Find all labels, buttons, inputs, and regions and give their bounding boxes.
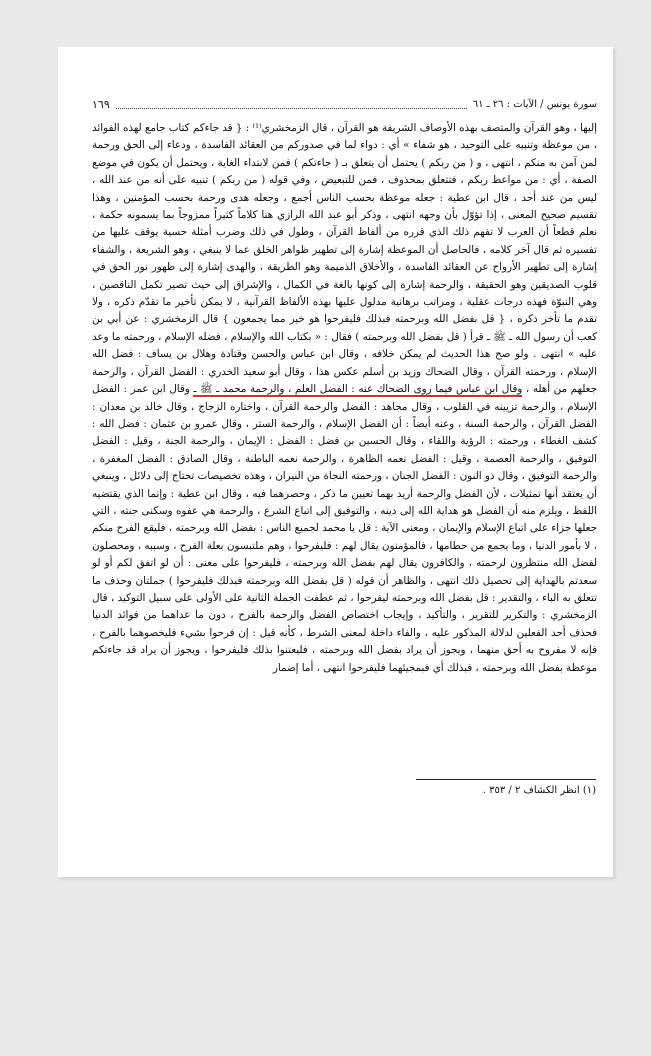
footnote-divider <box>416 779 596 780</box>
running-header <box>92 96 597 112</box>
paragraph-text: إليها ، وهو القرآن والمتصف بهذه الأوصاف الشريفة هو القرآن ، قال الزمخشري⁽¹⁾ : { قد جاءكم كتاب جامع لهذه الفوائد ، من موعظة وتنبيه على التوحيد ، هو شفاء » أي : دواء لما في صدوركم من العقائد الفاسدة ، ودعاء إلى الحق ورحمة لمن آمن به منكم ، انتهى ، و ( من ربكم ) يحتمل أن يتعلق بـ ( جاءتكم ) فمن لابتداء الغاية ، ويحتمل أن يكون في موضع الصفة ، أي : من مواعظ ربكم ، فتتعلق بمحذوف ، فمن للتبعيض ، وفي قوله ( من ربكم ) تنبيه على أنه من عند الله ، ليس من عند أحد ، قال ابن عطية : جعله موعظة بحسب الناس أجمع ، وجعله هدى ورحمة بحسب المؤمنين ، وهذا تقسيم صحيح المعنى ، إذا تؤوّل بأن وجهه انتهى ، وذكر أبو عبد الله الرازي هنا كلاماً كثيراً ممزوجاً بما يسمونه حكمة ، نعلم قطعاً أن العرب لا تفهم ذلك الذي قرره من ألفاظ القرآن ، وطول في ذلك وضرب أمثلة حسية يوقف عليها من تفسيره ثم قال آخر كلامه ، فالحاصل أن الموعظة إشارة إلى تطهير ظواهر الخلق عما لا ينبغي ، وهو الشريعة ، والشفاء إشارة إلى تطهير الأرواح عن العقائد الفاسدة ، والأخلاق الذميمة وهو الطريقة ، والهدى إشارة إلى ظهور نور الحق في قلوب الصديقين وهو الحقيقة ، والرحمة إشارة إلى كونها بالغة في الكمال ، والإشراق إلى حيث تصير تكمل الناقصين ، وهي النبوّة فهذه درجات عقلية ، ومراتب برهانية مدلول عليها بهذه الألفاظ القرآنية ، لا يمكن تأخير ما تقدّم ذكره ، ولا تقدم ما تأخر ذكره ، { قل بفضل الله وبرحمته فبذلك فليفرحوا هو خير مما يجمعون } قال الزمخشري : عن أبي بن كعب أن رسول الله ـ ﷺ ـ قرأ ( قل بفضل الله وبرحمته ) فقال : « بكتاب الله والإسلام ، فضله الإسلام ، ورحمته ما وعد عليه » انتهى . ولو صح هذا الحديث لم يمكن خلافه ، وقال ابن عباس والحسن وقتادة وهلال بن يساف : فضل الله الإسلام ، ورحمته القرآن ، وقال الضحاك وزيد بن أسلم عكس هذا ، وقال أبو سعيد الخدري : الفضل القرآن ، والرحمة جعلهم من أهله ، <box>92 122 597 396</box>
paragraph-text-continued: وقال ابن عمر : الفضل الإسلام ، والرحمة تزيينه في القلوب ، وقال مجاهد : الفضل والرحمة القرآن ، واختاره الزجاج ، وقال خالد بن معدان : الفضل القرآن ، والرحمة السنة ، وعنه أيضاً : أن الفضل الإسلام ، والرحمة الستر ، وقال عمرو بن عثمان : فضل الله : كشف الغطاء ، ورحمته : الرؤية واللقاء ، وقال الحسين بن فضل : الفضل : الإيمان ، والرحمة الجنة ، وقيل : الفضل التوفيق ، والرحمة العصمة ، وقيل : الفضل نعمه الظاهرة ، والرحمة نعمه الباطنة ، وقال الصادق : الفضل المغفرة ، والرحمة التوفيق ، وقال ذو النون : الفضل الجنان ، ورحمته النجاة من النيران ، وهذه تخصيصات تحتاج إلى دلائل ، وينبغي أن يعتقد أنها تمثيلات ، لأن الفضل والرحمة أريد بهما تعيين ما ذكر ، وحصرهما فيه ، وقال ابن عطية : وإنما الذي يقتضيه اللفظ ، ويلزم منه أن الفضل هو هداية الله إلى دينه ، والتوفيق إلى اتباع الشرع ، والرحمة هي عفوه وسكنى جنته ، التي جعلها جزاء على اتباع الإسلام والإيمان ، ومعنى الآية : قل يا محمد لجميع الناس : بفضل الله وبرحمته ، فليقع الفرح منكم ، لا بأمور الدنيا ، وما يجمع من حطامها ، فالمؤمنون يقال لهم : فليفرحوا ، وهم ملتبسون بعلة الفرح ، وسببه ، ومحصلون لفضل الله منتظرون لرحمته ، والكافرون يقال لهم بفضل الله وبرحمته ، فليفرحوا على معنى : أن لو اتفق لكم أو لو سعدتم بالهداية إلى تحصيل ذلك انتهى ، والظاهر أن قوله ( قل بفضل الله وبرحمته فبذلك فليفرحوا ) جملتان وحذف ما تتعلق به الباء ، والتقدير : قل بفضل الله وبرحمته ليفرحوا ، ثم عطفت الجملة الثانية على الأولى على سبيل التوكيد ، قال الزمخشري : والتكرير للتقرير ، والتأكيد ، وإيجاب اختصاص الفضل والرحمة بالفرح ، دون ما عداهما من فوائد الدنيا فحذف أحد الفعلين لدلالة المذكور عليه ، والفاء داخلة لمعنى الشرط ، كأنه قيل : إن فرحوا بشيء فليخصوهما بالفرح ، فإنه لا مفروح به أحق منهما ، ويجوز أن يراد بفضل الله وبرحمته ، فليعتنوا بذلك فليفرحوا ، ويجوز أن يراد قد جاءتكم موعظة بفضل الله وبرحمته ، فبذلك أي فبمجيئهما فليفرحوا انتهى ، أما إضمار <box>92 383 597 674</box>
dotted-leader <box>116 100 467 109</box>
main-text <box>92 120 597 677</box>
body-paragraph <box>92 120 597 677</box>
page-number: ١٦٩ <box>92 97 110 111</box>
footnote: (١) انظر الكشاف ٢ / ٣٥٣ . <box>482 785 596 796</box>
surah-title: سورة يونس / الآيات : ٢٦ ـ ٦١ <box>472 98 597 110</box>
underlined-quote: وقال ابن عباس فيما روى الضحاك عنه : الفضل العلم ، والرحمة محمد ـ ﷺ ـ <box>193 383 523 396</box>
